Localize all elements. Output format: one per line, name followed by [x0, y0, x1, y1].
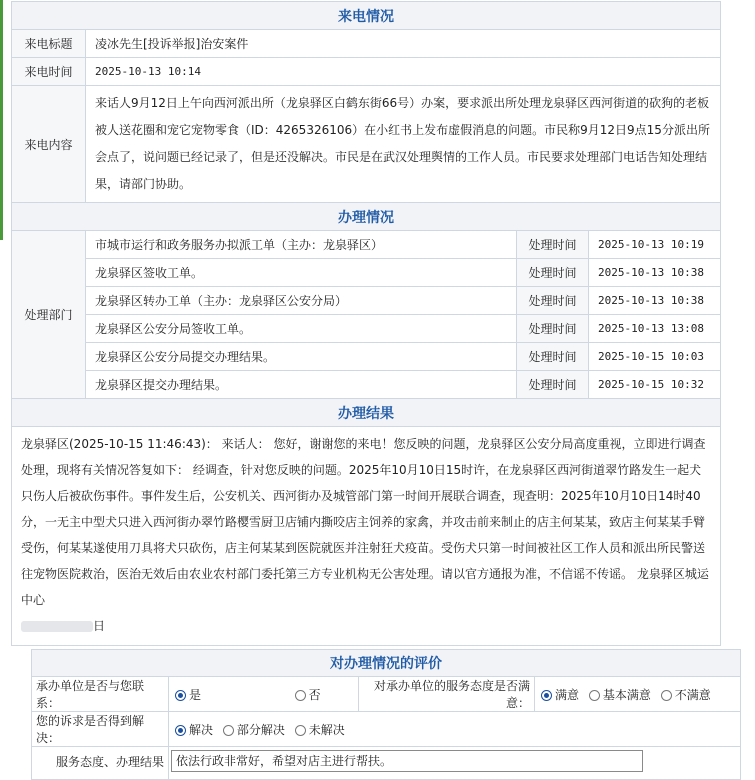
comment-label: 服务态度、办理结果	[32, 747, 169, 780]
radio-unchecked-icon[interactable]	[295, 725, 306, 736]
radio-unchecked-icon[interactable]	[295, 690, 306, 701]
handling-section-title: 办理情况	[12, 203, 721, 231]
left-accent-bar	[0, 0, 3, 240]
call-content-value: 来话人9月12日上午向西河派出所（龙泉驿区白鹤东街66号）办案，要求派出所处理龙泉驿区西河街道的砍狗的老板被人送花圈和宠它宠物零食（ID：4265326106）在小红书上发布虚假消息的问题。市民称9月12日9点15分派出所会点了，说问题已经记录了，但是还没解决。市民是在武汉处理舆情的工作人员。市民要求处理部门电话告知处理结果，请部门协助。	[86, 86, 721, 203]
handling-time-label: 处理时间	[517, 231, 589, 259]
handling-time-label: 处理时间	[517, 259, 589, 287]
handling-time: 2025-10-13 10:38	[589, 287, 721, 315]
call-content-label: 来电内容	[12, 86, 86, 203]
dept-label: 处理部门	[12, 231, 86, 399]
contact-no-option[interactable]: 否	[293, 688, 321, 702]
result-body	[12, 427, 721, 646]
table-row	[12, 287, 721, 315]
handling-time-label: 处理时间	[517, 371, 589, 399]
handling-action: 市城市运行和政务服务办拟派工单（主办：龙泉驿区）	[86, 231, 517, 259]
radio-checked-icon[interactable]	[175, 725, 186, 736]
handling-time-label: 处理时间	[517, 343, 589, 371]
handling-action: 龙泉驿区签收工单。	[86, 259, 517, 287]
result-text: 龙泉驿区(2025-10-15 11:46:43)： 来话人： 您好，谢谢您的来电！您反映的问题，龙泉驿区公安分局高度重视，立即进行调查处理，现将有关情况答复如下： 经调查，针对您反映的问题。2025年10月10日15时许，在龙泉驿区西河街道翠竹路发生一起犬只伤人后被砍伤事件。事件发生后，公安机关、西河街办及城管部门第一时间开展联合调查，现查明：2025年10月10日14时40分，一无主中型犬只进入西河街办翠竹路樱雪厨卫店铺内撕咬店主饲养的家禽，并攻击前来制止的店主何某某，致店主何某某手臂受伤，何某某遂使用刀具将犬只砍伤，店主何某某到医院就医并注射狂犬疫苗。受伤犬只第一时间被社区工作人员和派出所民警送往宠物医院救治，医治无效后由农业农村部门委托第三方专业机构无公害处理。请以官方通报为准，不信谣不传谣。 龙泉驿区城运中心	[21, 437, 709, 607]
resolved-partial-option[interactable]: 部分解决	[221, 723, 285, 737]
contact-question: 承办单位是否与您联系：	[32, 677, 169, 712]
handling-time-label: 处理时间	[517, 287, 589, 315]
handling-action: 龙泉驿区公安分局提交办理结果。	[86, 343, 517, 371]
handling-action: 龙泉驿区提交办理结果。	[86, 371, 517, 399]
attitude-basic-option[interactable]: 基本满意	[587, 688, 651, 702]
attitude-question: 对承办单位的服务态度是否满意：	[359, 677, 535, 712]
resolved-no-option[interactable]: 未解决	[293, 723, 345, 737]
comment-textarea[interactable]: 依法行政非常好，希望对店主进行帮扶。	[171, 750, 643, 772]
attitude-satisfied-option[interactable]: 满意	[539, 688, 579, 702]
attitude-unsatisfied-option[interactable]: 不满意	[659, 688, 711, 702]
table-row	[12, 231, 721, 259]
table-row	[12, 315, 721, 343]
call-title-value: 凌冰先生[投诉举报]治安案件	[86, 30, 721, 58]
evaluation-section-title: 对办理情况的评价	[32, 650, 741, 677]
call-title-label: 来电标题	[12, 30, 86, 58]
call-section-title: 来电情况	[12, 2, 721, 30]
radio-unchecked-icon[interactable]	[223, 725, 234, 736]
resolved-options	[169, 712, 741, 747]
handling-time: 2025-10-15 10:03	[589, 343, 721, 371]
handling-time: 2025-10-15 10:32	[589, 371, 721, 399]
result-section-title: 办理结果	[12, 399, 721, 427]
table-row	[12, 371, 721, 399]
radio-checked-icon[interactable]	[541, 690, 552, 701]
handling-time: 2025-10-13 10:38	[589, 259, 721, 287]
table-row	[12, 343, 721, 371]
contact-options	[169, 677, 359, 712]
radio-unchecked-icon[interactable]	[661, 690, 672, 701]
table-row	[12, 259, 721, 287]
call-time-label: 来电时间	[12, 58, 86, 86]
resolved-question: 您的诉求是否得到解决：	[32, 712, 169, 747]
evaluation-table	[31, 649, 741, 780]
contact-yes-option[interactable]: 是	[173, 688, 201, 702]
redacted-signature	[21, 621, 93, 632]
attitude-options	[535, 677, 741, 712]
radio-unchecked-icon[interactable]	[589, 690, 600, 701]
handling-action: 龙泉驿区公安分局签收工单。	[86, 315, 517, 343]
handling-time-label: 处理时间	[517, 315, 589, 343]
handling-action: 龙泉驿区转办工单（主办：龙泉驿区公安分局）	[86, 287, 517, 315]
handling-time: 2025-10-13 13:08	[589, 315, 721, 343]
resolved-yes-option[interactable]: 解决	[173, 723, 213, 737]
call-time-value: 2025-10-13 10:14	[86, 58, 721, 86]
result-tail: 日	[93, 619, 106, 633]
handling-time: 2025-10-13 10:19	[589, 231, 721, 259]
case-detail-table	[11, 1, 721, 646]
radio-checked-icon[interactable]	[175, 690, 186, 701]
